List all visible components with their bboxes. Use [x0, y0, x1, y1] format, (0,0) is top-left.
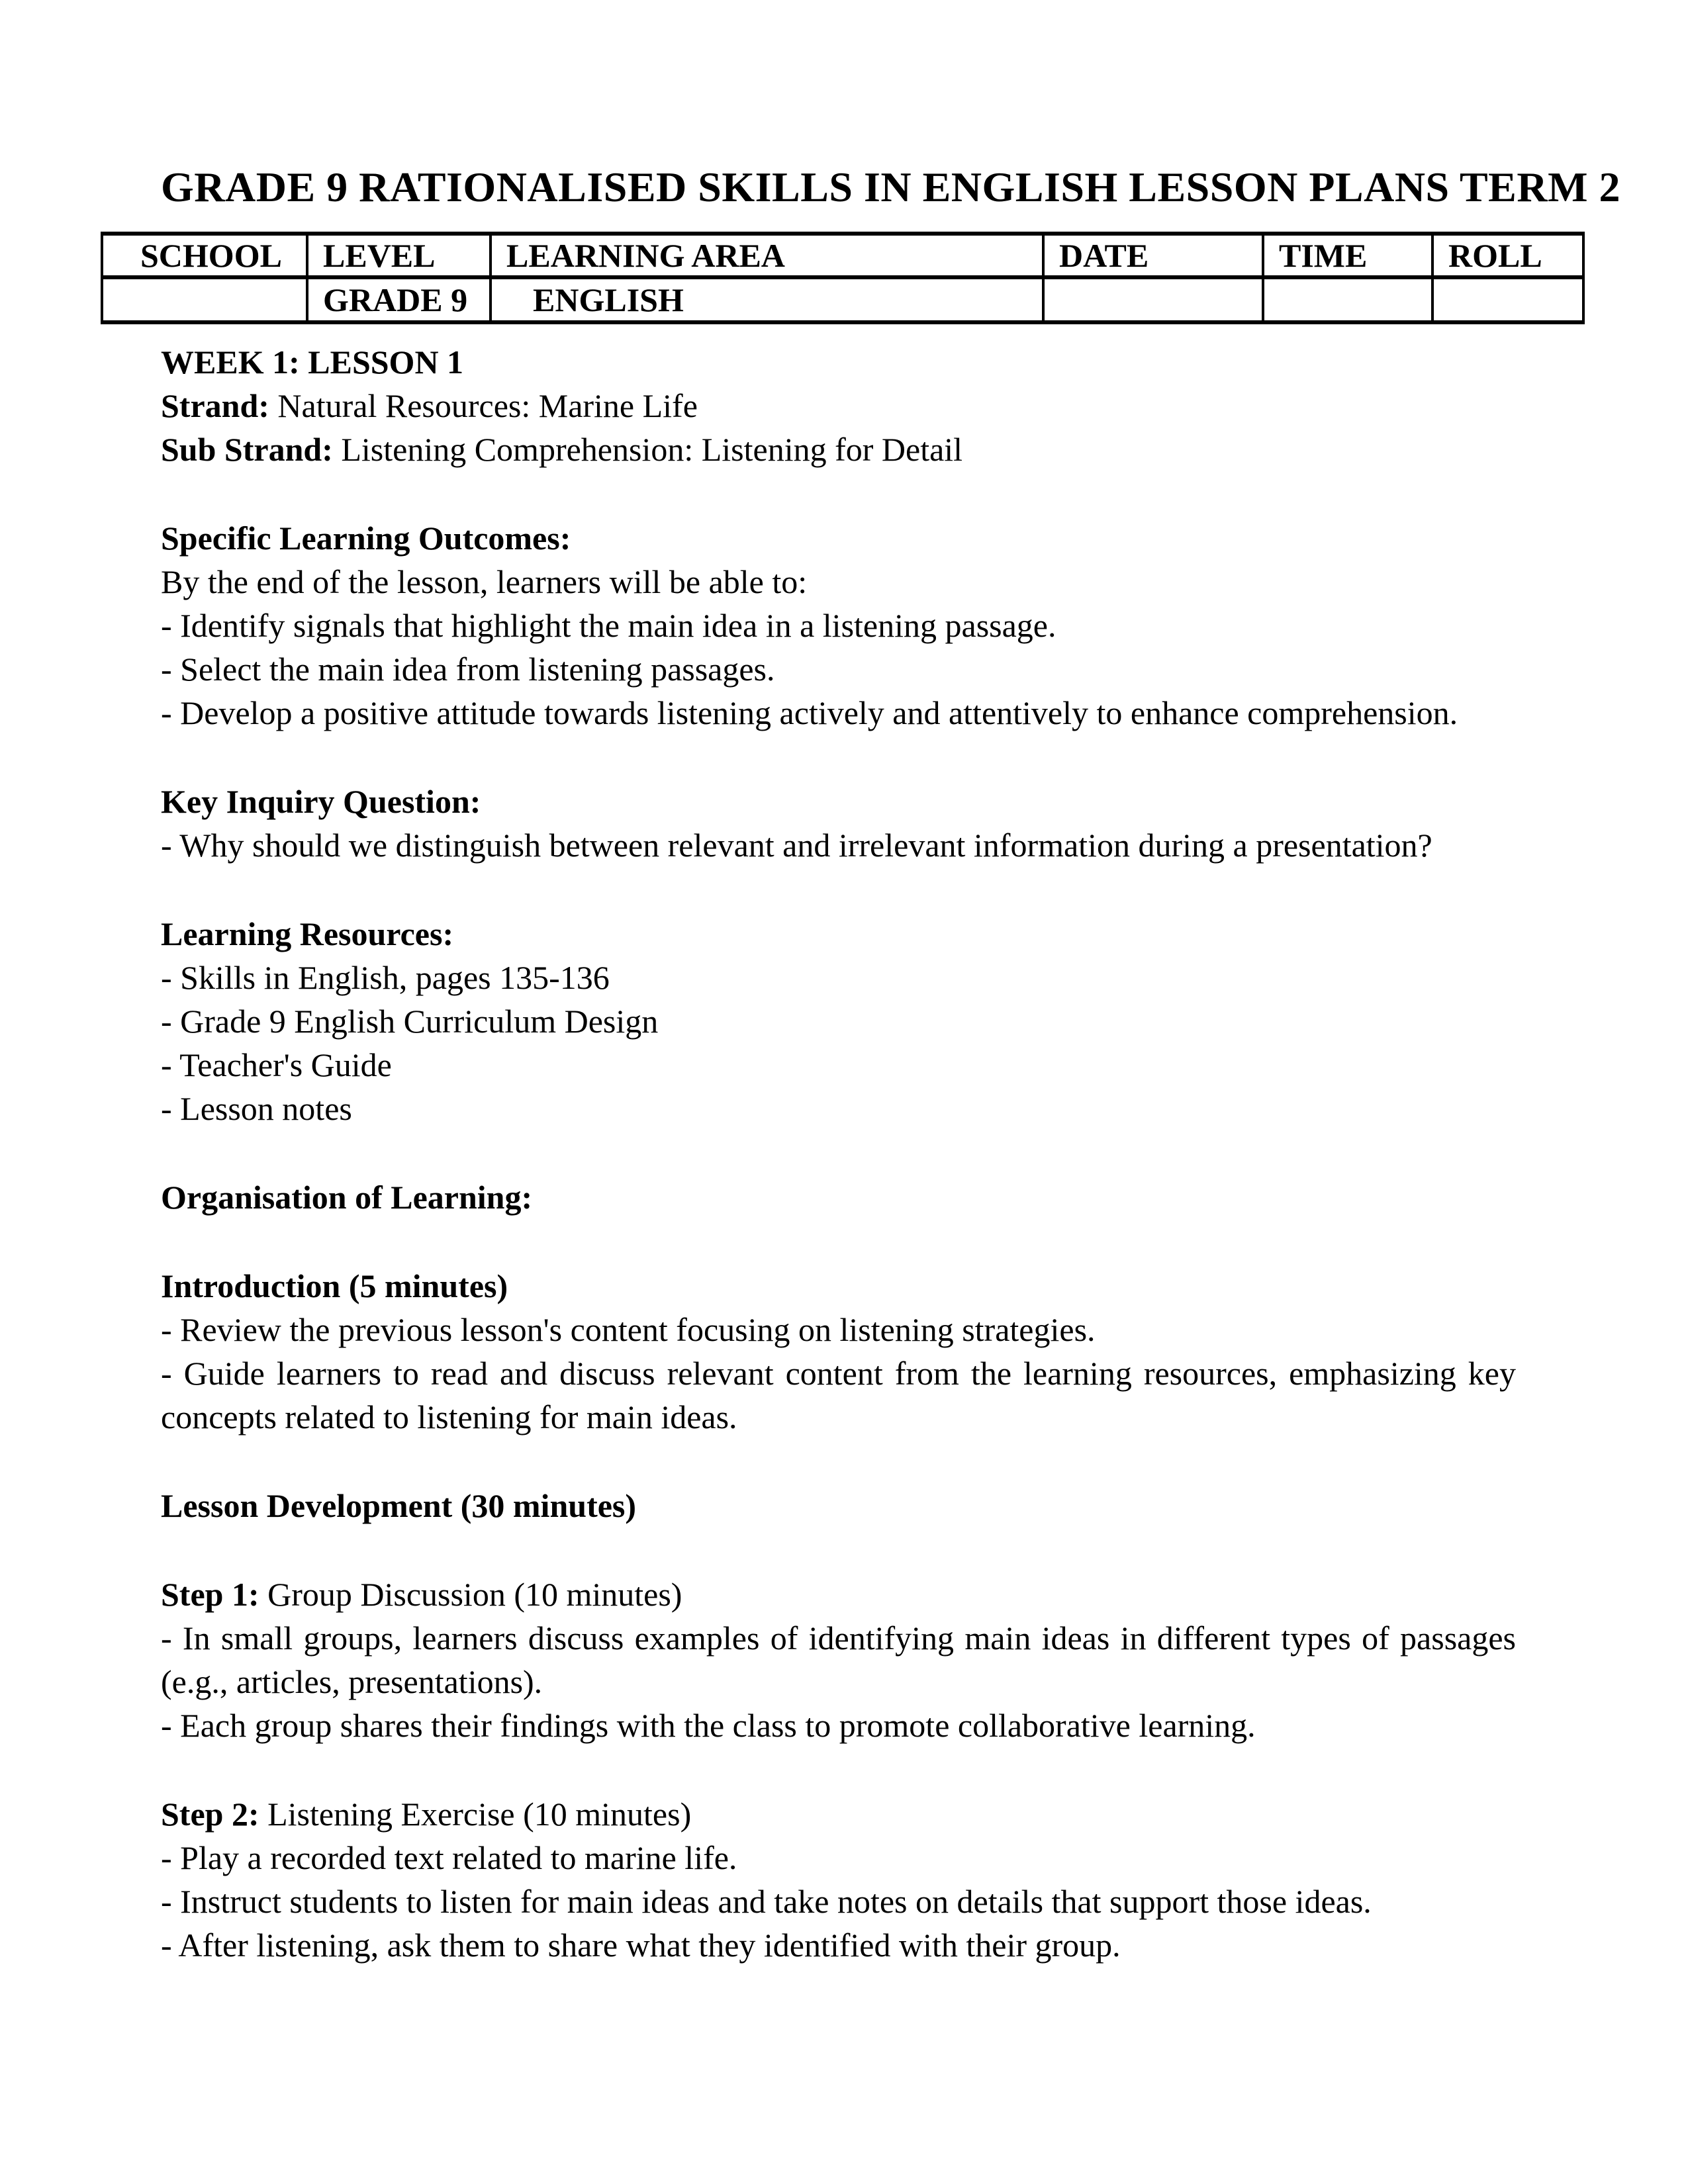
step2-title: Listening Exercise (10 minutes) — [259, 1796, 692, 1833]
step2-heading — [161, 1792, 1516, 1836]
week-lesson-heading: WEEK 1: LESSON 1 — [161, 343, 464, 381]
step2-label: Step 2: — [161, 1796, 259, 1833]
step1-item: - Each group shares their findings with the class to promote collaborative learning. — [161, 1707, 1256, 1744]
info-table-header-row — [102, 234, 1583, 277]
step1-heading — [161, 1572, 1516, 1616]
step2-item: - After listening, ask them to share what they identified with their group. — [161, 1927, 1121, 1964]
step1-item: - In small groups, learners discuss examples of identifying main ideas in different types of passages (e.g., articles, presentations). — [161, 1619, 1516, 1700]
lesson-content — [161, 340, 1516, 1967]
cell-roll-value — [1432, 277, 1583, 322]
resource-item: - Grade 9 English Curriculum Design — [161, 1003, 659, 1040]
cell-time-value — [1263, 277, 1432, 322]
header-school: SCHOOL — [102, 234, 307, 277]
header-learning-area: LEARNING AREA — [491, 234, 1043, 277]
key-inquiry-heading: Key Inquiry Question: — [161, 783, 481, 820]
outcomes-item: - Develop a positive attitude towards listening actively and attentively to enhance comprehension. — [161, 694, 1458, 731]
step2-item: - Instruct students to listen for main ideas and take notes on details that support those ideas. — [161, 1883, 1372, 1920]
header-level: LEVEL — [307, 234, 491, 277]
page-title: GRADE 9 RATIONALISED SKILLS IN ENGLISH LESSON PLANS TERM 2 — [161, 163, 1620, 210]
cell-school-value — [102, 277, 307, 322]
header-time: TIME — [1263, 234, 1432, 277]
header-date: DATE — [1043, 234, 1263, 277]
resource-item: - Skills in English, pages 135-136 — [161, 959, 610, 996]
step2-item: - Play a recorded text related to marine life. — [161, 1839, 737, 1876]
cell-date-value — [1043, 277, 1263, 322]
introduction-item: - Guide learners to read and discuss relevant content from the learning resources, emphasizing key concepts related to listening for main ideas. — [161, 1355, 1516, 1435]
sub-strand-label: Sub Strand: — [161, 431, 333, 468]
strand-value: Natural Resources: Marine Life — [269, 387, 698, 424]
development-heading: Lesson Development (30 minutes) — [161, 1487, 637, 1524]
step1-title: Group Discussion (10 minutes) — [259, 1576, 682, 1613]
introduction-heading: Introduction (5 minutes) — [161, 1267, 508, 1304]
resources-heading: Learning Resources: — [161, 915, 454, 952]
outcomes-item: - Identify signals that highlight the main idea in a listening passage. — [161, 607, 1056, 644]
organisation-heading: Organisation of Learning: — [161, 1179, 533, 1216]
outcomes-intro: By the end of the lesson, learners will be able to: — [161, 563, 808, 600]
info-table-values-row — [102, 277, 1583, 322]
resource-item: - Lesson notes — [161, 1090, 352, 1127]
key-inquiry-item: - Why should we distinguish between relevant and irrelevant information during a presentation? — [161, 827, 1432, 864]
sub-strand-value: Listening Comprehension: Listening for Detail — [332, 431, 963, 468]
cell-learning-area-value: ENGLISH — [491, 277, 1043, 322]
strand-label: Strand: — [161, 387, 269, 424]
outcomes-item: - Select the main idea from listening passages. — [161, 651, 775, 688]
header-roll: ROLL — [1432, 234, 1583, 277]
info-table — [101, 232, 1585, 324]
cell-level-value: GRADE 9 — [307, 277, 491, 322]
resource-item: - Teacher's Guide — [161, 1046, 392, 1083]
step1-label: Step 1: — [161, 1576, 259, 1613]
introduction-item: - Review the previous lesson's content focusing on listening strategies. — [161, 1311, 1096, 1348]
strand-line — [161, 384, 1516, 428]
outcomes-heading: Specific Learning Outcomes: — [161, 520, 571, 557]
sub-strand-line — [161, 428, 1516, 471]
